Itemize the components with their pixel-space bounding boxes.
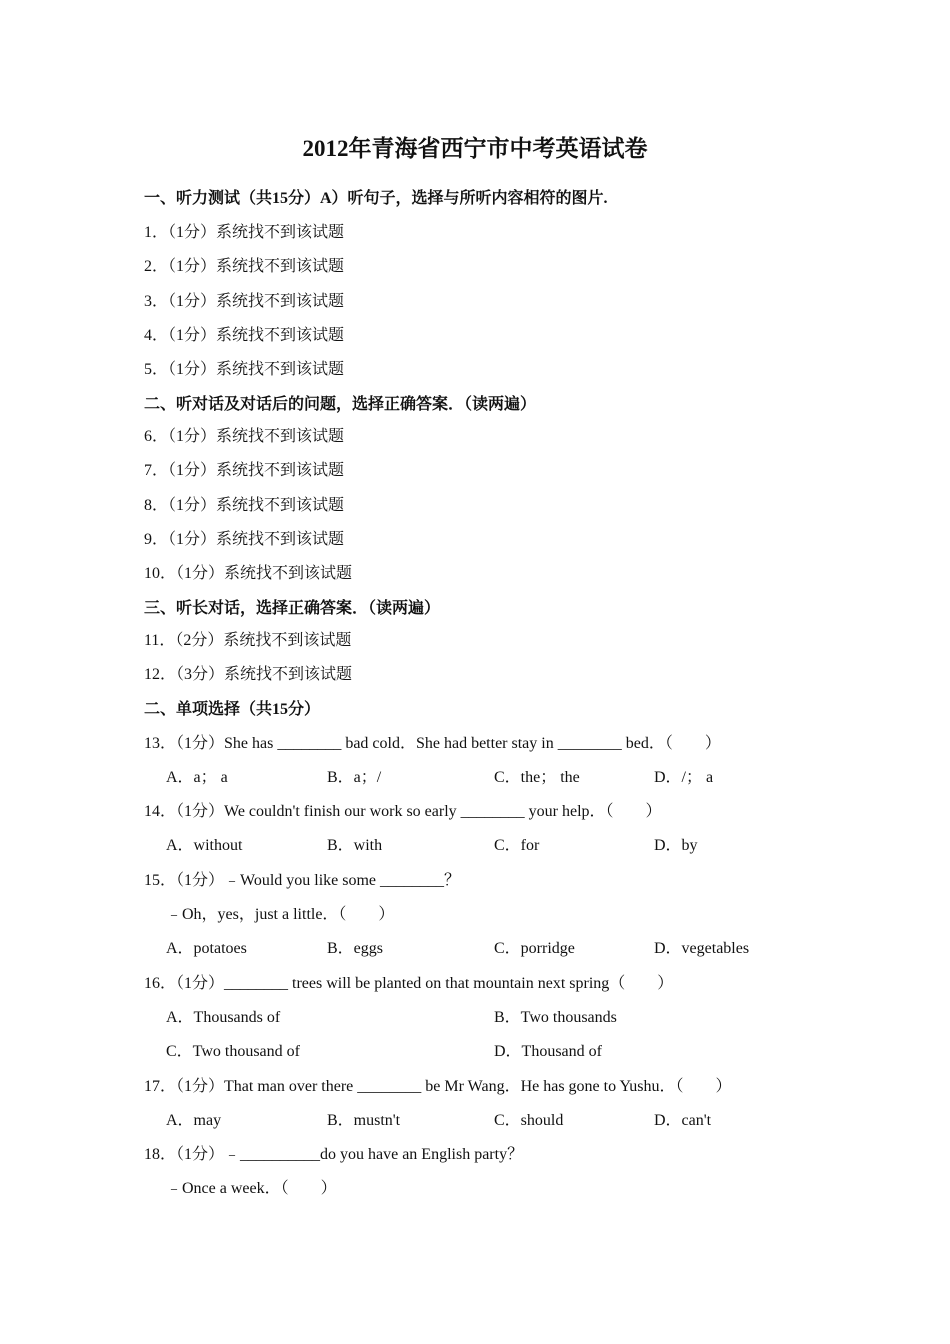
option-d: D．vegetables [654, 940, 750, 957]
option-a: A．potatoes [166, 940, 247, 957]
option-d: D．Thousand of [494, 1043, 602, 1060]
section-heading-long-dialogues: 三、听长对话，选择正确答案．（读两遍） [144, 600, 441, 617]
option-d: D．by [654, 837, 698, 854]
question-stem: 17．（1分）That man over there ________ be Mr Wang．He has gone to Yushu．（ ） [144, 1078, 732, 1095]
question-item: 7．（1分）系统找不到该试题 [144, 462, 345, 479]
question-item: 5．（1分）系统找不到该试题 [144, 361, 345, 378]
question-stem: 18．（1分）﹣__________do you have an English party？ [144, 1146, 524, 1163]
question-item: 4．（1分）系统找不到该试题 [144, 327, 345, 344]
question-dialogue-line: ﹣Oh，yes，just a little．（ ） [166, 906, 395, 923]
option-b: B．a；/ [327, 769, 382, 786]
option-d: D．/； a [654, 769, 714, 786]
question-item: 9．（1分）系统找不到该试题 [144, 531, 345, 548]
question-item: 6．（1分）系统找不到该试题 [144, 428, 345, 445]
question-item: 10．（1分）系统找不到该试题 [144, 565, 353, 582]
option-a: A．without [166, 837, 243, 854]
option-a: A．may [166, 1112, 222, 1129]
question-item: 11．（2分）系统找不到该试题 [144, 632, 352, 649]
option-a: A．a； a [166, 769, 228, 786]
option-a: A．Thousands of [166, 1009, 281, 1026]
question-item: 12．（3分）系统找不到该试题 [144, 666, 353, 683]
question-item: 1．（1分）系统找不到该试题 [144, 224, 345, 241]
question-item: 8．（1分）系统找不到该试题 [144, 497, 345, 514]
question-stem: 14．（1分）We couldn't finish our work so early ________ your help．（ ） [144, 803, 662, 820]
question-stem: 16．（1分）________ trees will be planted on that mountain next spring（ ） [144, 975, 674, 992]
option-c: C．for [494, 837, 540, 854]
question-item: 2．（1分）系统找不到该试题 [144, 258, 345, 275]
section-heading-short-dialogues: 二、听对话及对话后的问题，选择正确答案．（读两遍） [144, 396, 537, 413]
option-d: D．can't [654, 1112, 712, 1129]
option-b: B．Two thousands [494, 1009, 617, 1026]
option-b: B．eggs [327, 940, 384, 957]
question-stem: 15．（1分）﹣Would you like some ________？ [144, 872, 461, 889]
question-dialogue-line: ﹣Once a week．（ ） [166, 1180, 337, 1197]
option-c: C．porridge [494, 940, 575, 957]
question-stem: 13．（1分）She has ________ bad cold．She had better stay in ________ bed．（ ） [144, 735, 721, 752]
option-b: B．with [327, 837, 383, 854]
option-c: C．Two thousand of [166, 1043, 300, 1060]
option-c: C．should [494, 1112, 564, 1129]
section-heading-listening-pictures: 一、听力测试（共15分）A）听句子，选择与所听内容相符的图片. [144, 190, 608, 207]
section-heading-single-choice: 二、单项选择（共15分） [144, 701, 321, 718]
option-b: B．mustn't [327, 1112, 401, 1129]
question-item: 3．（1分）系统找不到该试题 [144, 293, 345, 310]
option-c: C．the； the [494, 769, 580, 786]
page-title: 2012年青海省西宁市中考英语试卷 [302, 136, 648, 161]
